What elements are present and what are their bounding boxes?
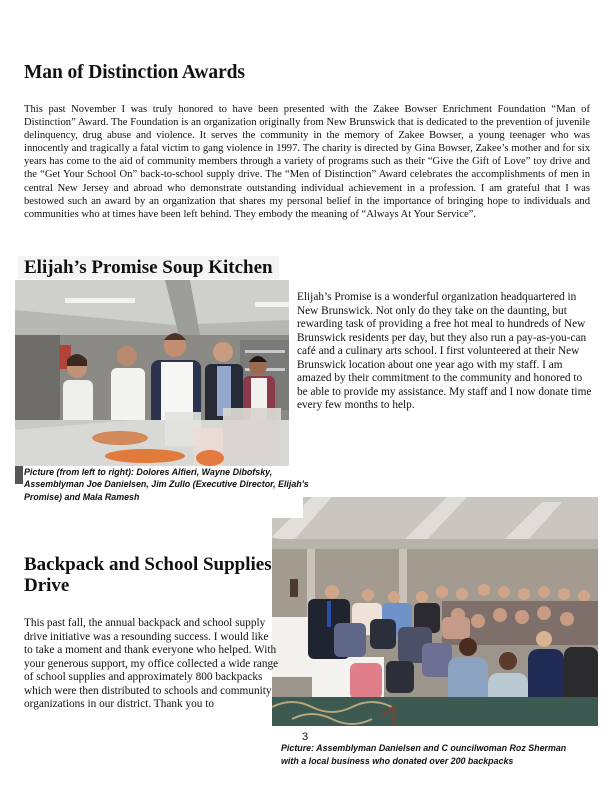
kitchen-photo-illustration (15, 280, 289, 466)
page-number: 3 (302, 731, 309, 743)
soup-kitchen-photo-caption: Picture (from left to right): Dolores Alfieri, Wayne Dibofsky, Assemblyman Joe Danielsen, Jim Zullo (Executive Director, Elijah's Promise) and Mala Ramesh (24, 467, 309, 502)
section-title-man-of-distinction: Man of Distinction Awards (24, 62, 245, 83)
backpack-drive-photo-caption: Picture: Assemblyman Danielsen and C ouncilwoman Roz Sherman with a local business who donated over 200 backpacks (281, 743, 567, 766)
section-title-soup-kitchen: Elijah’s Promise Soup Kitchen (18, 256, 279, 279)
backpack-drive-photo (272, 497, 598, 726)
photo-notch (265, 490, 303, 518)
backpack-photo-illustration (272, 497, 598, 726)
section-body-man-of-distinction: This past November I was truly honored to have been presented with the Zakee Bowser Enrichment Foundation “Man of Distinction” Award. The Foundation is an organization originally from New Brunswick that is dedicated to the prevention of juvenile delinquency, drug abuse and violence. It serves the community in the memory of Zakee Bowser, a young teenager who was innocently and tragically a fatal victim to gang violence in 1997. The charity is directed by Gina Bowser, Zakee’s mother and for six years has come to the aid of community members through a variety of programs such as their “Give the Gift of Love” toy drive and the “Get Your School On” back-to-school supply drive. The “Men of Distinction” Award celebrates the accomplishments of men in central New Jersey and abroad who demonstrate outstanding individual achievement in a profession. I am grateful that I was bestowed such an award by an organization that shares my personal belief in the importance of bringing hope to individuals and communities who at times have been left behind. They embody the meaning of “Always At Your Service”. (24, 104, 590, 220)
section-body-backpack-drive: This past fall, the annual backpack and school supply drive initiative was a resounding success. I would like to take a moment and thank everyone who helped. With your generous support, my office collected a wide range of school supplies and approximately 800 backpacks which were then distributed to schools and community organizations in our district. Thank you to (24, 617, 279, 710)
soup-kitchen-photo (15, 280, 289, 466)
section-body-soup-kitchen: Elijah’s Promise is a wonderful organization headquartered in New Brunswick. Not only do they take on the daunting, but rewarding task of providing a free hot meal to hundreds of New Brunswick residents per day, but they also run a pay-as-you-can café and a culinary arts school. I first volunteered at their New Brunswick location about one year ago with my staff. I am amazed by their commitment to the community and honored to be able to provide my assistance. My staff and I now donate time every few months to help. (297, 291, 592, 411)
section-title-backpack-drive: Backpack and School Supplies Drive (24, 554, 272, 596)
